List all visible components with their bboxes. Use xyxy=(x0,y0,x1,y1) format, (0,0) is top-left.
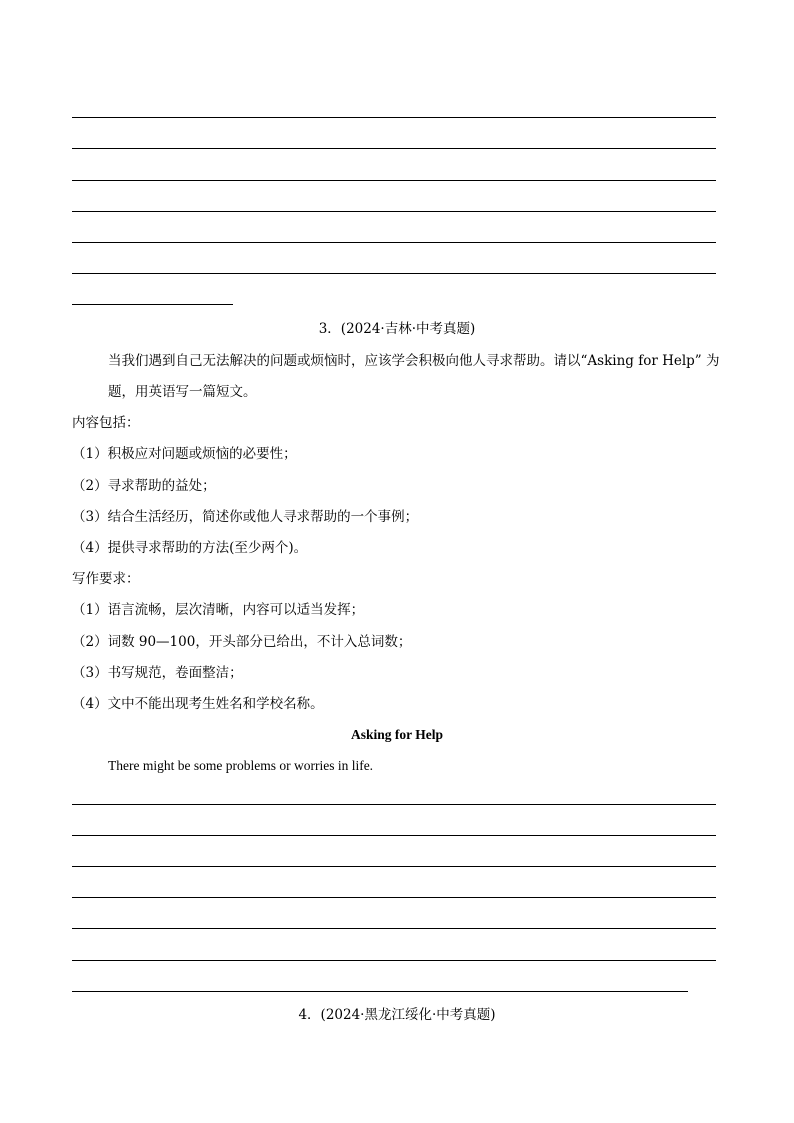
requirement-item: （4）文中不能出现考生姓名和学校名称。 xyxy=(72,696,324,712)
answer-line xyxy=(72,211,716,212)
question-3-header: 3．(2024·吉林·中考真题) xyxy=(318,321,476,337)
writing-line xyxy=(72,866,716,867)
essay-title: Asking for Help xyxy=(350,727,443,742)
answer-line xyxy=(72,242,716,243)
essay-opening-sentence: There might be some problems or worries in life. xyxy=(108,758,374,773)
answer-line-short xyxy=(72,304,233,305)
requirement-item: （3）书写规范，卷面整洁； xyxy=(72,665,243,681)
requirements-heading: 写作要求： xyxy=(72,571,140,587)
writing-line xyxy=(72,928,716,929)
content-item: （4）提供寻求帮助的方法(至少两个)。 xyxy=(72,540,308,556)
content-item: （1）积极应对问题或烦恼的必要性； xyxy=(72,446,297,462)
question-3-intro-line-1: 当我们遇到自己无法解决的问题或烦恼时，应该学会积极向他人寻求帮助。请以“Asking for Help” 为 xyxy=(108,353,720,369)
writing-line-last xyxy=(72,991,688,992)
content-heading: 内容包括： xyxy=(72,415,140,431)
answer-line xyxy=(72,180,716,181)
content-item: （3）结合生活经历，简述你或他人寻求帮助的一个事例； xyxy=(72,509,419,525)
requirement-item: （1）语言流畅，层次清晰，内容可以适当发挥； xyxy=(72,602,365,618)
requirement-item: （2）词数 90—100，开头部分已给出，不计入总词数； xyxy=(72,634,412,650)
writing-line xyxy=(72,835,716,836)
question-3-intro-line-2: 题，用英语写一篇短文。 xyxy=(108,384,257,400)
answer-line xyxy=(72,148,716,149)
answer-line xyxy=(72,273,716,274)
writing-line xyxy=(72,897,716,898)
writing-line xyxy=(72,960,716,961)
question-4-header: 4．(2024·黑龙江绥化·中考真题) xyxy=(298,1007,496,1023)
content-item: （2）寻求帮助的益处； xyxy=(72,478,216,494)
answer-line xyxy=(72,117,716,118)
writing-line xyxy=(72,804,716,805)
